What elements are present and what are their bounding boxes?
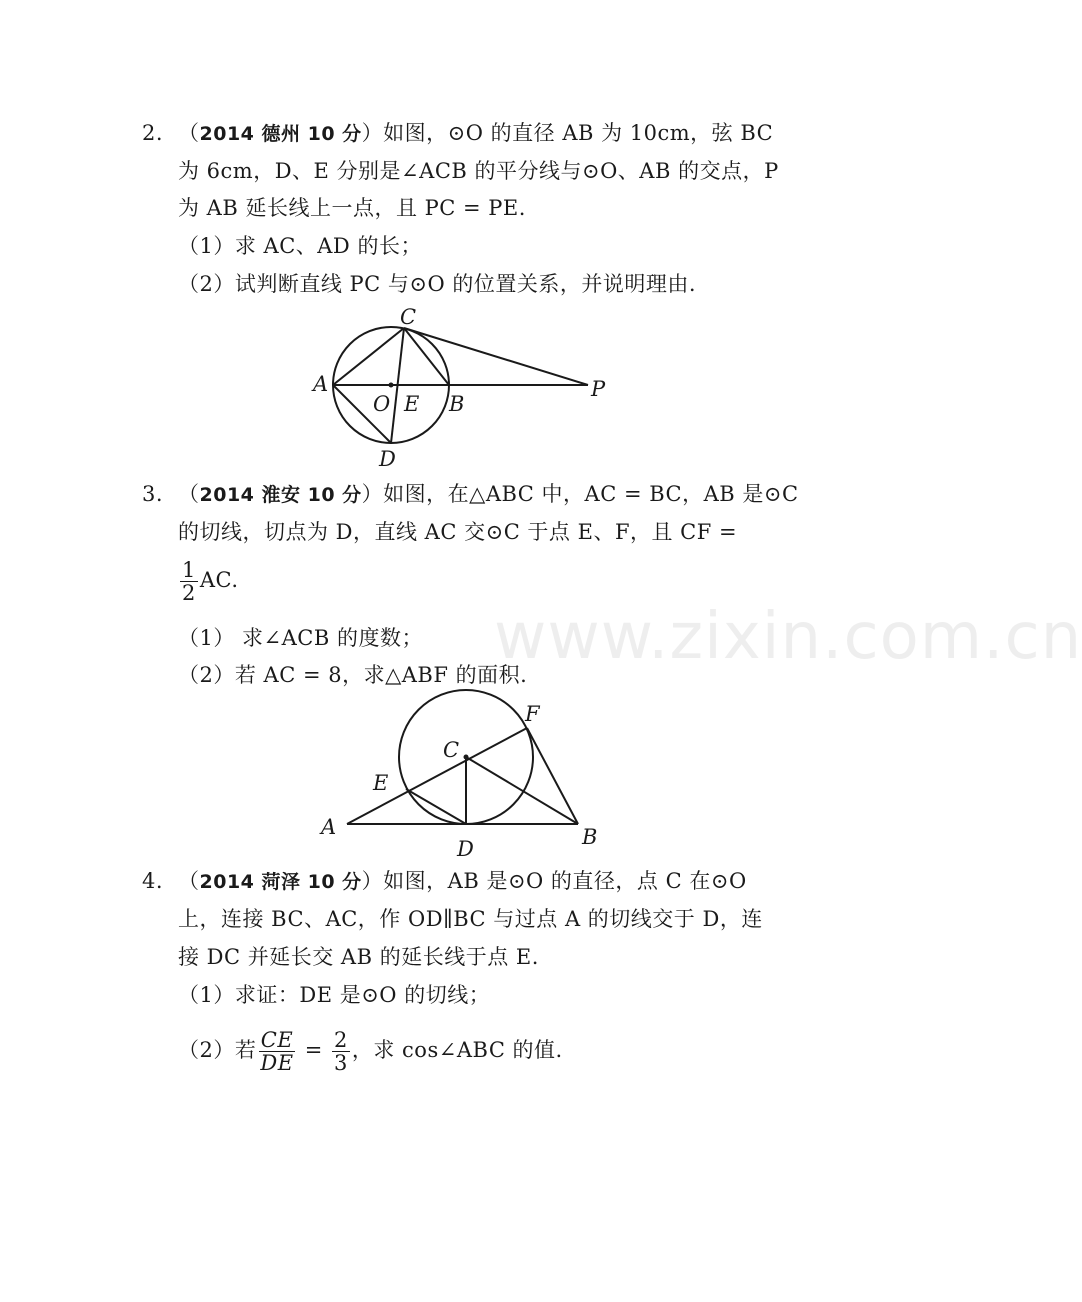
segment-ac (333, 328, 404, 385)
label-o: O (373, 392, 391, 416)
problem-2-question-2: （2）试判断直线 PC 与⊙O 的位置关系，并说明理由. (178, 272, 697, 296)
segment-ed (406, 789, 466, 824)
problem-4-question-2: （2）若 $\frac{CE}{DE}$ = $\frac{2}{3}$ ，求 cos∠ABC 的值. (178, 1028, 563, 1075)
watermark: www.zixin.com.cn (494, 600, 1082, 674)
problem-2-line-3: 为 AB 延长线上一点，且 PC = PE. (178, 196, 526, 220)
center-point-o (389, 383, 394, 388)
problem-3-number: 3. (142, 482, 164, 506)
label-f: F (525, 702, 540, 726)
problem-4-question-1: （1）求证：DE 是⊙O 的切线； (178, 983, 491, 1007)
label-e: E (404, 392, 420, 416)
label-b: B (582, 825, 598, 849)
figure-problem-3 (347, 690, 578, 824)
problem-2-line-2: 为 6cm，D、E 分别是∠ACB 的平分线与⊙O、AB 的交点，P (178, 159, 779, 183)
problem-4-number: 4. (142, 869, 164, 893)
problem-4-line-3: 接 DC 并延长交 AB 的延长线于点 E. (178, 945, 539, 969)
label-c: C (443, 738, 460, 762)
problem-4-line-2: 上，连接 BC、AC，作 OD∥BC 与过点 A 的切线交于 D，连 (178, 907, 763, 931)
label-c: C (400, 305, 417, 329)
label-e: E (373, 771, 389, 795)
label-d: D (379, 447, 396, 471)
problem-2-source: 2014 德州 10 分 (199, 123, 362, 145)
problem-3-line-3: $\frac{1}{2}$ AC. (182, 558, 239, 605)
label-a: A (313, 372, 329, 396)
problem-3-question-1: （1） 求∠ACB 的度数； (178, 626, 423, 650)
problem-3-line-1: （2014 淮安 10 分）如图，在△ABC 中，AC = BC，AB 是⊙C (178, 482, 799, 506)
label-b: B (449, 392, 465, 416)
problem-3-question-2: （2）若 AC = 8，求△ABF 的面积. (178, 663, 528, 687)
problem-4-line-1: （2014 菏泽 10 分）如图，AB 是⊙O 的直径，点 C 在⊙O (178, 869, 747, 893)
problem-2-number: 2. (142, 121, 164, 145)
segment-cp (404, 328, 588, 385)
problem-2-line-1: （2014 德州 10 分）如图，⊙O 的直径 AB 为 10cm，弦 BC (178, 121, 774, 145)
problem-3-source: 2014 淮安 10 分 (199, 484, 362, 506)
fraction-one-half: $\frac{1}{2}$ (182, 558, 196, 605)
problem-2-question-1: （1）求 AC、AD 的长； (178, 234, 422, 258)
figure-problem-2 (333, 327, 588, 443)
fraction-ce-over-de: $\frac{CE}{DE}$ (260, 1028, 294, 1075)
center-point-c (464, 755, 469, 760)
problem-3-line-2: 的切线，切点为 D，直线 AC 交⊙C 于点 E、F，且 CF = (178, 520, 738, 544)
label-a: A (321, 815, 337, 839)
problem-4-source: 2014 菏泽 10 分 (199, 871, 362, 893)
label-p: P (591, 377, 606, 401)
fraction-two-thirds: $\frac{2}{3}$ (334, 1028, 348, 1075)
label-d: D (457, 837, 474, 861)
